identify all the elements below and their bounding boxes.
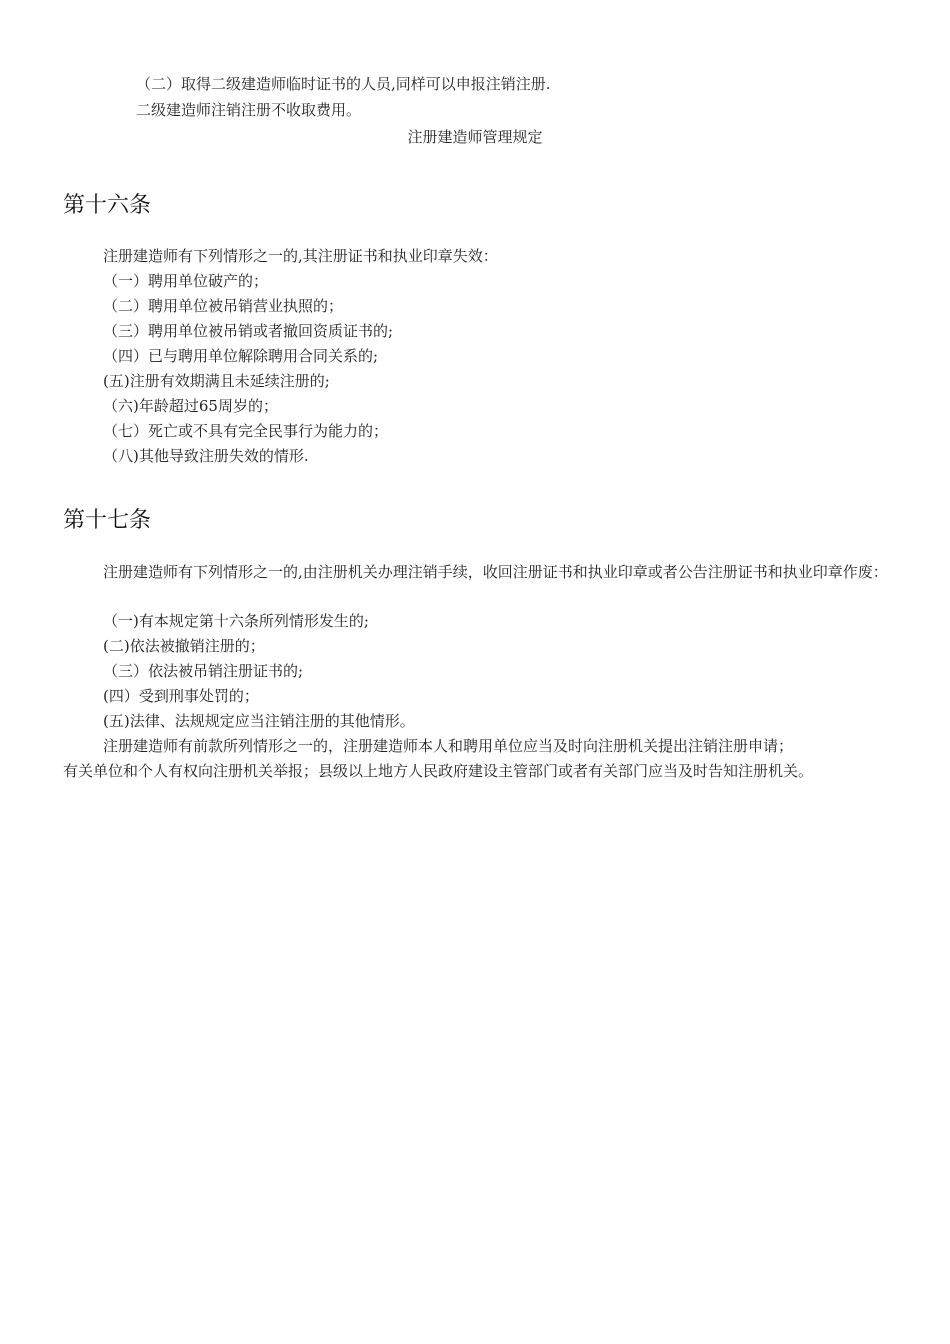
article-16-item: （一）聘用单位破产的； bbox=[103, 272, 269, 290]
article-17-item: （三）依法被吊销注册证书的; bbox=[103, 662, 304, 680]
article-17-item: (五)法律、法规规定应当注销注册的其他情形。 bbox=[103, 712, 415, 730]
intro-line-1: （二）取得二级建造师临时证书的人员,同样可以申报注销注册. bbox=[136, 75, 551, 93]
intro-line-2: 二级建造师注销注册不收取费用。 bbox=[136, 101, 362, 119]
article-16-item: （四）已与聘用单位解除聘用合同关系的; bbox=[103, 347, 379, 365]
article-17-item: (二)依法被撤销注册的； bbox=[103, 637, 265, 655]
article-17-lead: 注册建造师有下列情形之一的,由注册机关办理注销手续，收回注册证书和执业印章或者公告注册证书和执业印章作废： bbox=[103, 563, 888, 581]
article-16-item: （三）聘用单位被吊销或者撤回资质证书的; bbox=[103, 322, 394, 340]
article-16-item: （二）聘用单位被吊销营业执照的； bbox=[103, 297, 344, 315]
article-17-closing-line-2: 有关单位和个人有权向注册机关举报；县级以上地方人民政府建设主管部门或者有关部门应当及时告知注册机关。 bbox=[63, 762, 814, 780]
document-title: 注册建造师管理规定 bbox=[407, 128, 543, 146]
article-16-item: （八)其他导致注册失效的情形. bbox=[103, 447, 309, 465]
article-16-item: （六)年龄超过65周岁的； bbox=[103, 397, 278, 415]
article-17-closing-line-1: 注册建造师有前款所列情形之一的，注册建造师本人和聘用单位应当及时向注册机关提出注销注册申请； bbox=[103, 737, 794, 755]
article-16-item: (五)注册有效期满且未延续注册的; bbox=[103, 372, 330, 390]
article-17-item: (四）受到刑事处罚的； bbox=[103, 687, 259, 705]
article-16-item: （七）死亡或不具有完全民事行为能力的； bbox=[103, 422, 389, 440]
article-17-item: （一)有本规定第十六条所列情形发生的; bbox=[103, 612, 369, 630]
article-16-lead: 注册建造师有下列情形之一的,其注册证书和执业印章失效： bbox=[103, 247, 498, 265]
article-16-heading: 第十六条 bbox=[63, 193, 152, 218]
article-17-heading: 第十七条 bbox=[63, 508, 152, 533]
